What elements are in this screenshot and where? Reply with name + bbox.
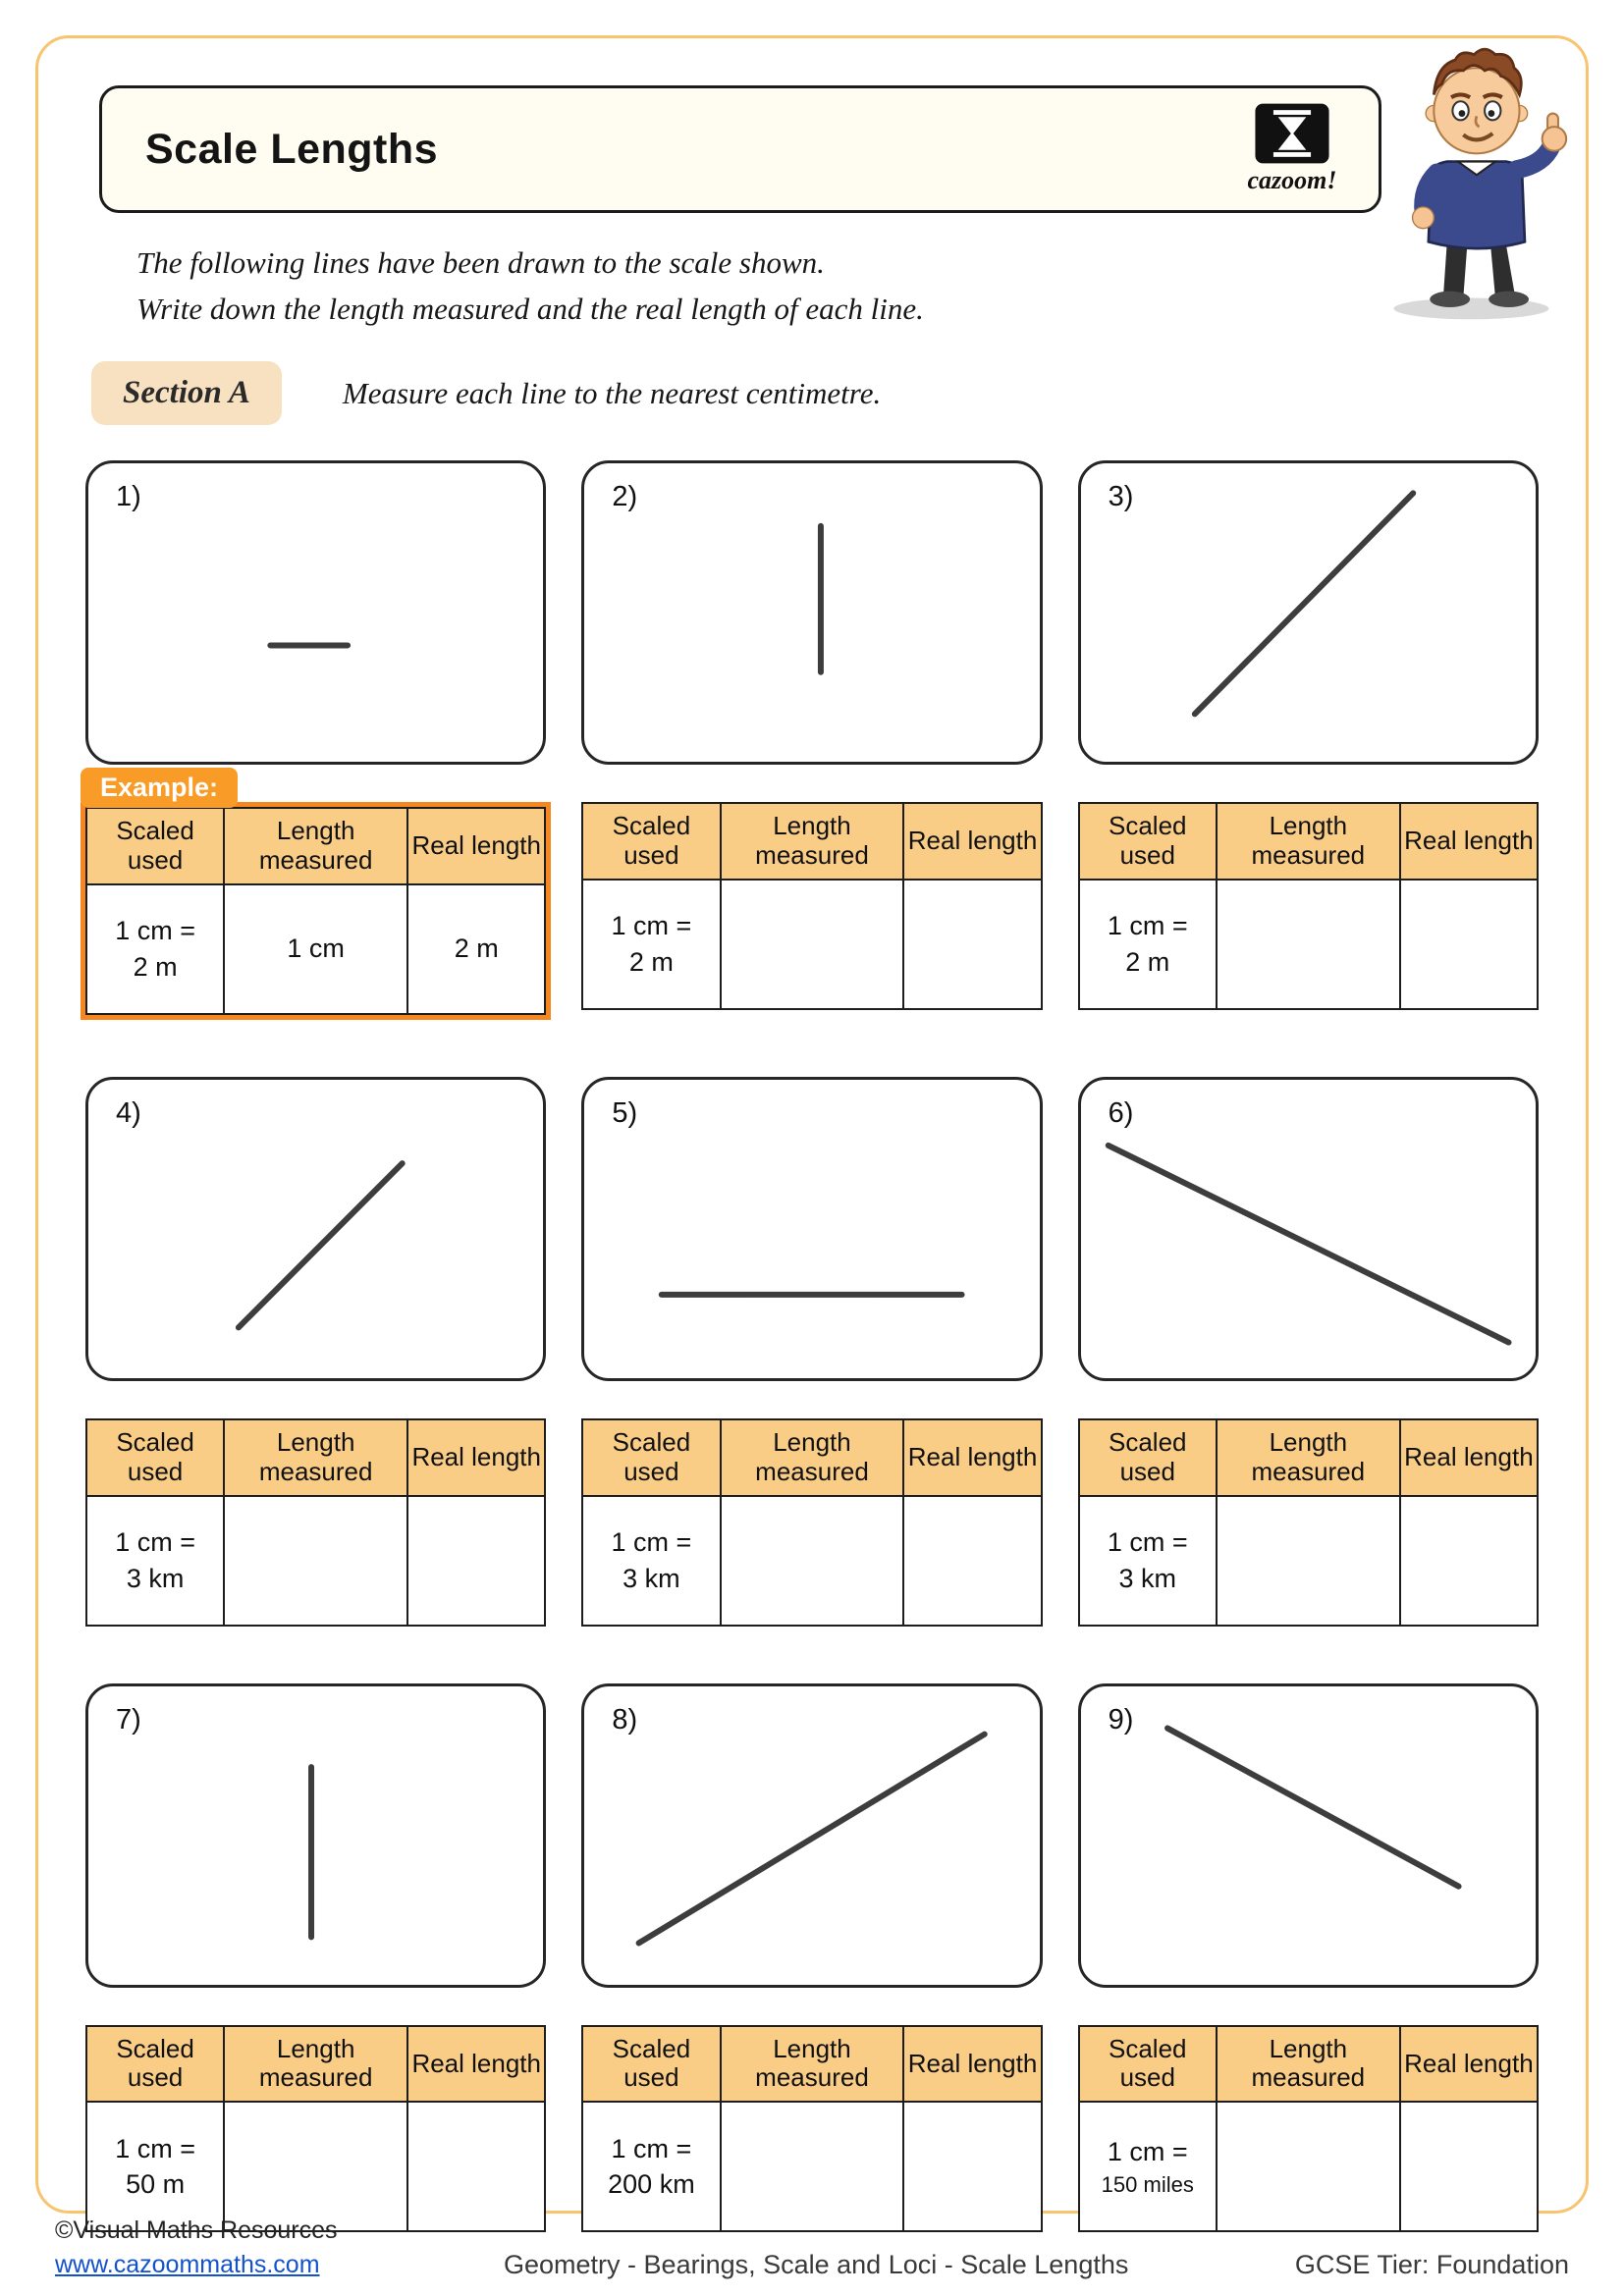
answer-table-wrap xyxy=(581,802,1042,1010)
problem-cell xyxy=(85,460,546,1020)
scale-bottom: 2 m xyxy=(1125,946,1170,977)
header-real-length: Real length xyxy=(407,2026,545,2103)
problem-number: 7) xyxy=(116,1703,141,1735)
scale-bottom: 2 m xyxy=(628,946,674,977)
problem-box xyxy=(85,1683,546,1988)
scale-used-cell xyxy=(1079,2102,1217,2231)
length-measured-cell xyxy=(1217,1496,1400,1626)
problem-cell xyxy=(581,1683,1042,2233)
answer-table-wrap xyxy=(1078,1418,1539,1627)
answer-table xyxy=(581,802,1042,1010)
section-instruction: Measure each line to the nearest centimetre. xyxy=(342,375,882,410)
footer-credit: ©Visual Maths Resources xyxy=(55,2216,338,2244)
header-scaled-used: Scaled used xyxy=(86,808,224,884)
header-real-length: Real length xyxy=(903,1419,1041,1496)
header-real-length: Real length xyxy=(903,803,1041,880)
header-scaled-used: Scaled used xyxy=(86,1419,224,1496)
measured-line xyxy=(1081,1686,1536,1985)
measured-line xyxy=(1081,463,1536,762)
header-length-measured: Length measured xyxy=(721,2026,904,2103)
length-measured-cell xyxy=(1217,880,1400,1009)
header-real-length: Real length xyxy=(1400,1419,1538,1496)
scale-used-cell xyxy=(1079,880,1217,1009)
scale-bottom: 3 km xyxy=(1118,1563,1177,1593)
header-real-length: Real length xyxy=(407,1419,545,1496)
problem-number: 9) xyxy=(1108,1703,1134,1735)
header-real-length: Real length xyxy=(1400,803,1538,880)
section-a-badge: Section A xyxy=(91,361,282,425)
intro-line-2: Write down the length measured and the real length of each line. xyxy=(136,291,924,326)
header-scaled-used: Scaled used xyxy=(582,2026,720,2103)
scale-top: 1 cm = xyxy=(1107,1527,1188,1558)
header-length-measured: Length measured xyxy=(224,1419,407,1496)
scale-bottom: 2 m xyxy=(133,951,178,982)
scale-used-cell xyxy=(582,2102,720,2231)
page-title: Scale Lengths xyxy=(145,125,439,173)
length-measured-cell xyxy=(721,2102,904,2231)
header-real-length: Real length xyxy=(407,808,545,884)
problem-number: 8) xyxy=(612,1703,638,1735)
real-length-cell xyxy=(903,1496,1041,1626)
measured-line xyxy=(584,1080,1039,1378)
scale-bottom: 3 km xyxy=(126,1563,185,1593)
answer-table-wrap xyxy=(85,1418,546,1627)
answer-table xyxy=(85,2025,546,2233)
cazoom-logo-icon xyxy=(1254,103,1330,164)
scale-used-cell xyxy=(86,884,224,1014)
real-length-cell xyxy=(1400,2102,1538,2231)
header-length-measured: Length measured xyxy=(224,808,407,884)
header-length-measured: Length measured xyxy=(224,2026,407,2103)
length-measured-cell xyxy=(224,2102,407,2231)
problem-box xyxy=(581,1077,1042,1381)
answer-table xyxy=(85,807,546,1015)
problem-number: 4) xyxy=(116,1096,141,1129)
real-length-cell xyxy=(903,2102,1041,2231)
problem-cell xyxy=(85,1077,546,1627)
problem-cell xyxy=(581,460,1042,1020)
problem-cell xyxy=(581,1077,1042,1627)
scale-top: 1 cm = xyxy=(611,1527,692,1558)
answer-table-wrap xyxy=(1078,802,1539,1010)
scale-top: 1 cm = xyxy=(1107,911,1188,941)
measured-line xyxy=(88,1080,543,1378)
problem-number: 2) xyxy=(612,481,638,512)
line-segment xyxy=(639,1734,985,1943)
problem-cell xyxy=(1078,1077,1539,1627)
line-segment xyxy=(1167,1728,1459,1886)
problem-box xyxy=(85,1077,546,1381)
real-length-cell xyxy=(1400,880,1538,1009)
scale-top: 1 cm = xyxy=(115,916,195,946)
cazoom-logo xyxy=(1231,103,1353,195)
mascot-illustration xyxy=(1367,41,1595,322)
scale-bottom: 200 km xyxy=(608,2169,695,2200)
answer-table-wrap xyxy=(81,773,551,1020)
real-length-cell: 2 m xyxy=(407,884,545,1014)
footer-link[interactable]: www.cazoommaths.com xyxy=(55,2251,320,2278)
header-scaled-used: Scaled used xyxy=(1079,2026,1217,2103)
cazoom-logo-text: cazoom! xyxy=(1247,166,1337,194)
problem-box xyxy=(85,460,546,765)
scale-top: 1 cm = xyxy=(611,911,692,941)
measured-line xyxy=(584,463,1039,762)
header-length-measured: Length measured xyxy=(721,1419,904,1496)
worksheet-frame xyxy=(35,35,1589,2214)
footer-tier: GCSE Tier: Foundation xyxy=(1294,2250,1569,2279)
problem-number: 6) xyxy=(1108,1096,1134,1129)
measured-line xyxy=(88,463,543,762)
scale-used-cell xyxy=(582,880,720,1009)
scale-top: 1 cm = xyxy=(611,2133,692,2163)
problem-box xyxy=(581,1683,1042,1988)
real-length-cell xyxy=(1400,1496,1538,1626)
problem-cell xyxy=(85,1683,546,2233)
answer-table xyxy=(85,1418,546,1627)
real-length-cell xyxy=(407,1496,545,1626)
scale-top: 1 cm = xyxy=(115,2133,195,2163)
line-segment xyxy=(239,1163,403,1327)
answer-table-wrap xyxy=(1078,2025,1539,2233)
real-length-cell xyxy=(407,2102,545,2231)
header-scaled-used: Scaled used xyxy=(1079,1419,1217,1496)
scale-used-cell xyxy=(86,2102,224,2231)
measured-line xyxy=(1081,1080,1536,1378)
problem-number: 5) xyxy=(612,1096,638,1129)
scale-bottom: 150 miles xyxy=(1101,2171,1194,2197)
real-length-cell xyxy=(903,880,1041,1009)
header-length-measured: Length measured xyxy=(1217,2026,1400,2103)
header-box xyxy=(99,85,1381,213)
footer-topic: Geometry - Bearings, Scale and Loci - Scale Lengths xyxy=(504,2250,1129,2279)
problem-box xyxy=(1078,1683,1539,1988)
scale-bottom: 3 km xyxy=(623,1563,680,1593)
problem-number: 1) xyxy=(116,481,141,512)
answer-table xyxy=(1078,1418,1539,1627)
line-segment xyxy=(1194,493,1412,714)
intro-text xyxy=(136,240,1539,332)
footer xyxy=(55,2214,1569,2282)
header-scaled-used: Scaled used xyxy=(582,803,720,880)
example-tab: Example: xyxy=(81,768,238,808)
scale-used-cell xyxy=(1079,1496,1217,1626)
length-measured-cell xyxy=(721,880,904,1009)
header-length-measured: Length measured xyxy=(1217,803,1400,880)
answer-table xyxy=(581,2025,1042,2233)
header-scaled-used: Scaled used xyxy=(86,2026,224,2103)
answer-table-wrap xyxy=(581,2025,1042,2233)
section-row xyxy=(91,361,1539,425)
header-scaled-used: Scaled used xyxy=(582,1419,720,1496)
problems-grid xyxy=(85,460,1539,2232)
scale-bottom: 50 m xyxy=(126,2169,186,2200)
length-measured-cell xyxy=(1217,2102,1400,2231)
problem-number: 3) xyxy=(1108,481,1134,512)
problem-box xyxy=(1078,460,1539,765)
answer-table-wrap xyxy=(85,2025,546,2233)
length-measured-cell xyxy=(224,1496,407,1626)
answer-table xyxy=(581,1418,1042,1627)
answer-table xyxy=(1078,2025,1539,2233)
scale-used-cell xyxy=(86,1496,224,1626)
length-measured-cell: 1 cm xyxy=(224,884,407,1014)
measured-line xyxy=(88,1686,543,1985)
scale-used-cell xyxy=(582,1496,720,1626)
scale-top: 1 cm = xyxy=(115,1527,195,1558)
problem-cell xyxy=(1078,460,1539,1020)
header-real-length: Real length xyxy=(1400,2026,1538,2103)
line-segment xyxy=(1108,1146,1508,1343)
problem-box xyxy=(1078,1077,1539,1381)
problem-box xyxy=(581,460,1042,765)
scale-top: 1 cm = xyxy=(1107,2137,1188,2167)
answer-table-wrap xyxy=(581,1418,1042,1627)
measured-line xyxy=(584,1686,1039,1985)
answer-table xyxy=(1078,802,1539,1010)
problem-cell xyxy=(1078,1683,1539,2233)
header-length-measured: Length measured xyxy=(1217,1419,1400,1496)
header-length-measured: Length measured xyxy=(721,803,904,880)
length-measured-cell xyxy=(721,1496,904,1626)
intro-line-1: The following lines have been drawn to the scale shown. xyxy=(136,245,825,280)
footer-credit-block xyxy=(55,2214,338,2282)
header-scaled-used: Scaled used xyxy=(1079,803,1217,880)
header-real-length: Real length xyxy=(903,2026,1041,2103)
